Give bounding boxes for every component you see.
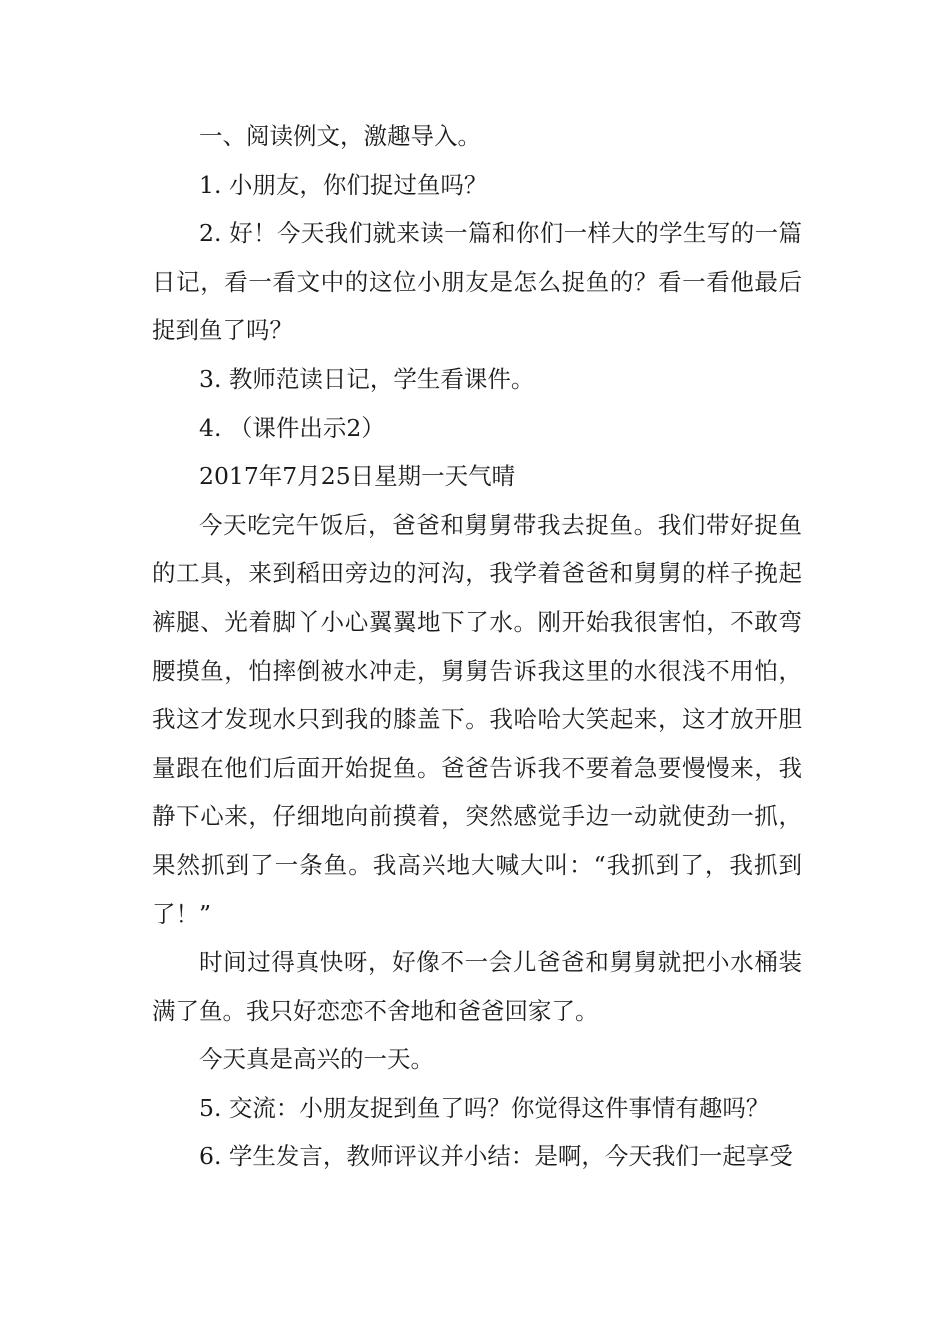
diary-paragraph-1: 今天吃完午饭后，爸爸和舅舅带我去捉鱼。我们带好捉鱼的工具，来到稻田旁边的河沟，我学着爸爸和舅舅的样子挽起裤腿、光着脚丫小心翼翼地下了水。刚开始我很害怕，不敢弯腰摸鱼，怕摔倒被水冲走，舅舅告诉我这里的水很浅不用怕，我这才发现水只到我的膝盖下。我哈哈大笑起来，这才放开胆量跟在他们后面开始捉鱼。爸爸告诉我不要着急要慢慢来，我静下心来，仔细地向前摸着，突然感觉手边一动就使劲一抓，果然抓到了一条鱼。我高兴地大喊大叫：“我抓到了，我抓到了！” [152,510,802,928]
step-4: 4. （课件出示2） [199,413,385,442]
section-heading: 一、阅读例文，激趣导入。 [199,122,481,150]
step-3: 3. 教师范读日记，学生看课件。 [199,364,535,393]
step-1: 1. 小朋友，你们捉过鱼吗？ [199,170,488,199]
document-body [152,112,802,1181]
diary-paragraph-3: 今天真是高兴的一天。 [199,1045,434,1074]
step-5: 5. 交流：小朋友捉到鱼了吗？你觉得这件事情有趣吗？ [199,1093,770,1122]
diary-paragraph-2: 时间过得真快呀，好像不一会儿爸爸和舅舅就把小水桶装满了鱼。我只好恋恋不舍地和爸爸回家了。 [152,948,802,1025]
diary-date-line: 2017年7月25日星期一天气晴 [199,462,516,491]
step-6: 6. 学生发言，教师评议并小结：是啊，今天我们一起享受 [199,1142,793,1171]
step-2: 2. 好！今天我们就来读一篇和你们一样大的学生写的一篇日记，看一看文中的这位小朋友是怎么捉鱼的？看一看他最后捉到鱼了吗？ [152,219,802,345]
